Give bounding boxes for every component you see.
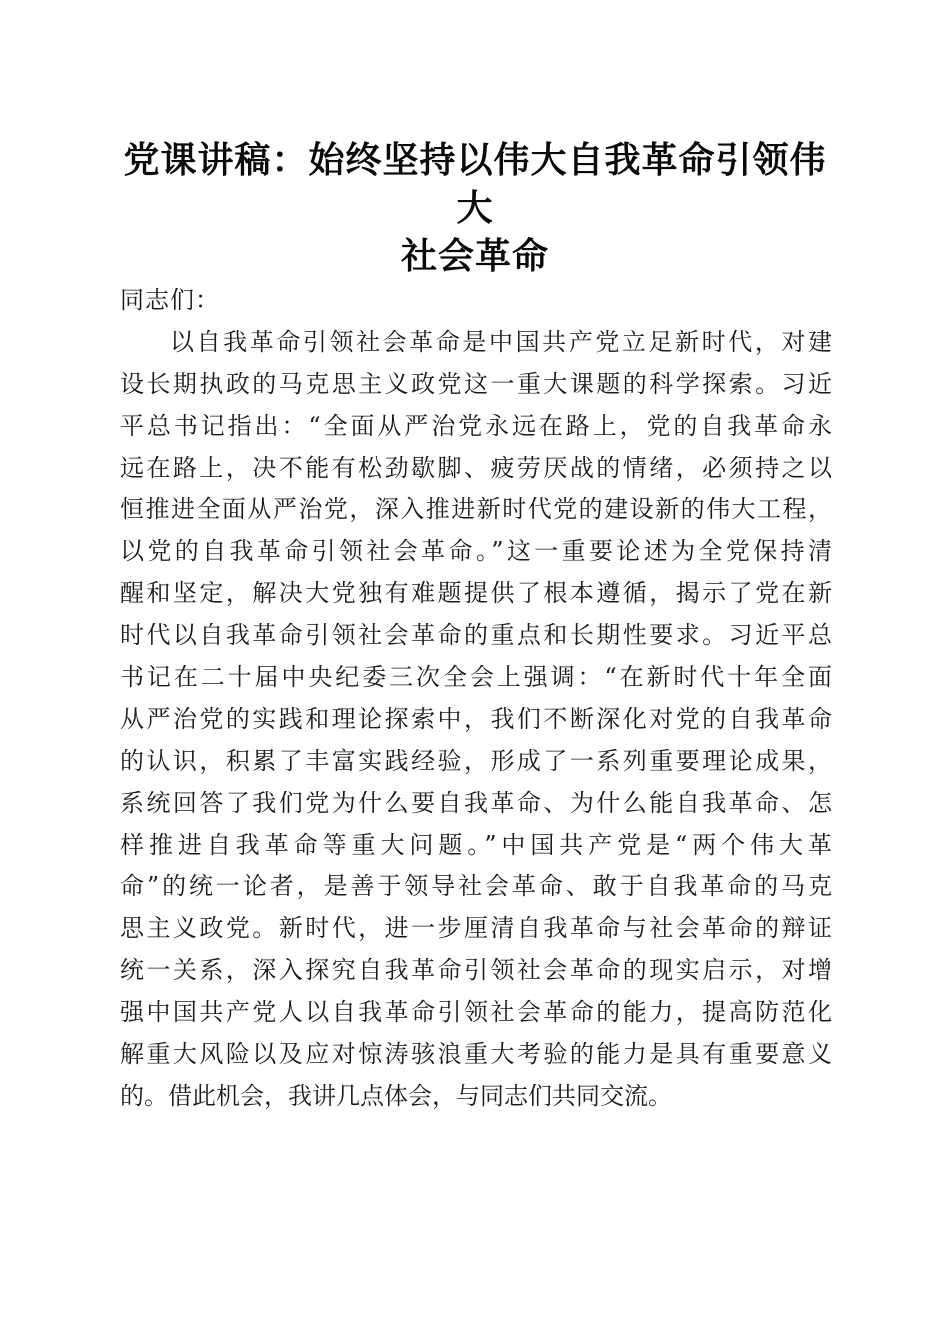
- paragraph-line: 统一关系，深入探究自我革命引领社会革命的现实启示，对增: [120, 956, 832, 985]
- paragraph-line: 命”的统一论者，是善于领导社会革命、敢于自我革命的马克: [120, 872, 832, 901]
- paragraph-line: 的。借此机会，我讲几点体会，与同志们共同交流。: [120, 1081, 672, 1110]
- paragraph-line: 强中国共产党人以自我革命引领社会革命的能力，提高防范化: [120, 998, 832, 1027]
- paragraph-line: 平总书记指出：“全面从严治党永远在路上，党的自我革命永: [120, 411, 832, 440]
- paragraph-line: 醒和坚定，解决大党独有难题提供了根本遵循，揭示了党在新: [120, 579, 832, 608]
- paragraph-line: 从严治党的实践和理论探索中，我们不断深化对党的自我革命: [120, 704, 832, 733]
- paragraph-line: 时代以自我革命引领社会革命的重点和长期性要求。习近平总: [120, 621, 832, 650]
- paragraph-line: 思主义政党。新时代，进一步厘清自我革命与社会革命的辩证: [120, 914, 832, 943]
- paragraph: [120, 322, 832, 1118]
- paragraph-line: 远在路上，决不能有松劲歇脚、疲劳厌战的情绪，必须持之以: [120, 453, 832, 482]
- paragraph-line: 设长期执政的马克思主义政党这一重大课题的科学探索。习近: [120, 369, 832, 398]
- paragraph-line: 以党的自我革命引领社会革命。”这一重要论述为全党保持清: [120, 537, 832, 566]
- salutation: 同志们：: [120, 286, 220, 314]
- paragraph-line: 恒推进全面从严治党，深入推进新时代党的建设新的伟大工程，: [120, 495, 832, 524]
- paragraph-line: 解重大风险以及应对惊涛骇浪重大考验的能力是具有重要意义: [120, 1040, 832, 1069]
- title-line-2: 社会革命: [400, 235, 549, 277]
- paragraph-line: 书记在二十届中央纪委三次全会上强调：“在新时代十年全面: [120, 663, 832, 692]
- paragraph-line: 的认识，积累了丰富实践经验，形成了一系列重要理论成果，: [120, 746, 832, 775]
- paragraph-line: 系统回答了我们党为什么要自我革命、为什么能自我革命、怎: [120, 788, 832, 817]
- title-line-1: 党课讲稿：始终坚持以伟大自我革命引领伟大: [123, 139, 827, 229]
- paragraph-line: 以自我革命引领社会革命是中国共产党立足新时代，对建: [170, 327, 832, 356]
- document-body: [120, 280, 832, 1118]
- paragraph-line: 样推进自我革命等重大问题。”中国共产党是“两个伟大革: [120, 830, 832, 859]
- document-title: [110, 136, 840, 280]
